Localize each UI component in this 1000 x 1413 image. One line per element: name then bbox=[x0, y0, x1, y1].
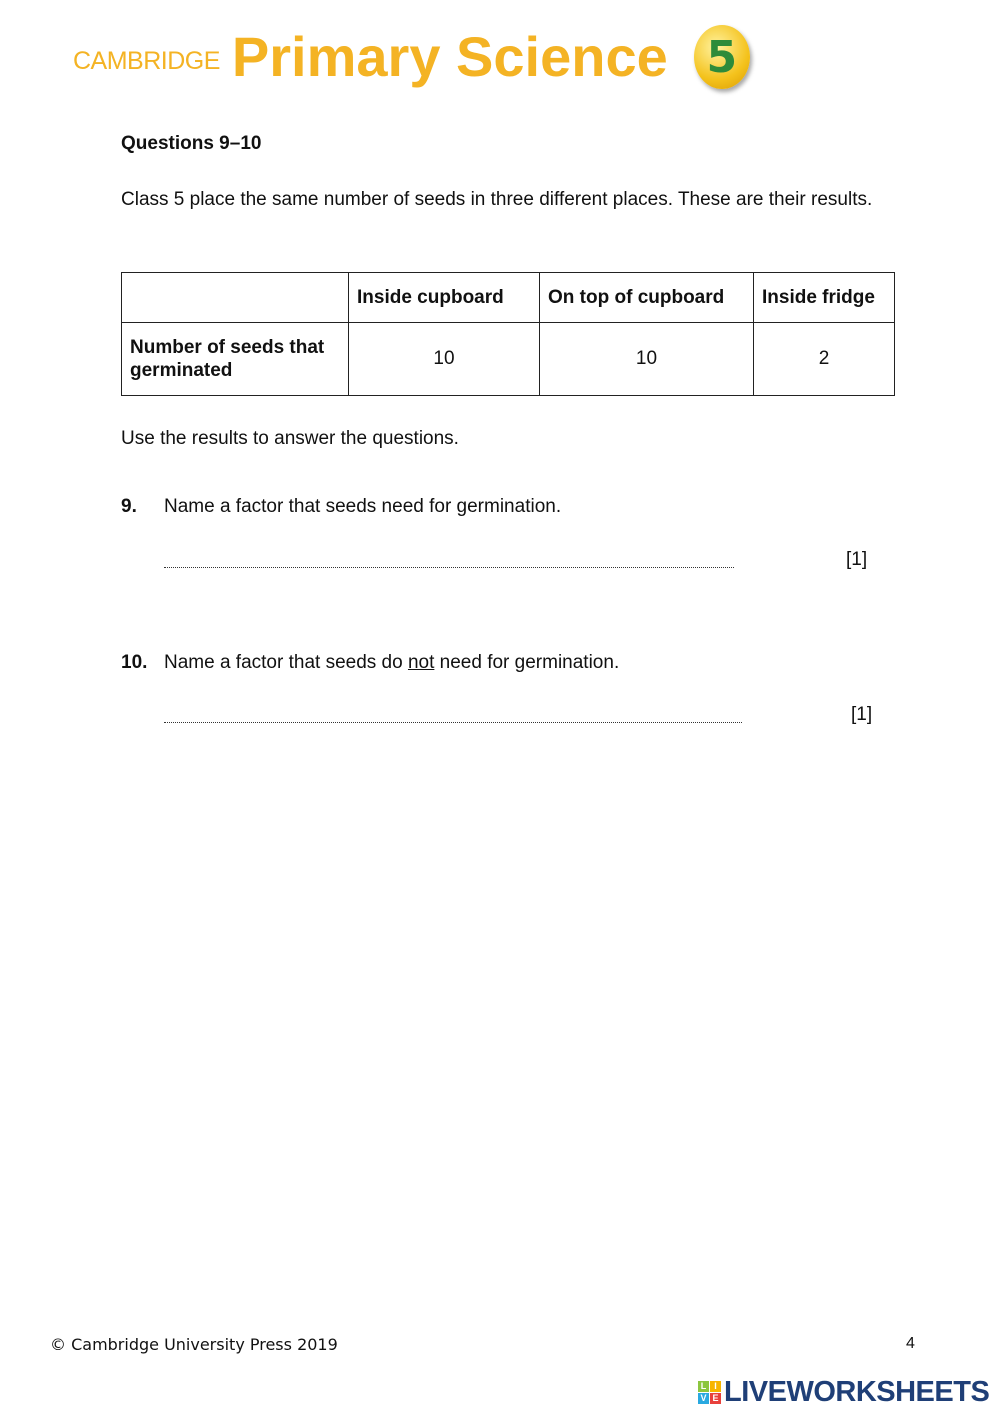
instruction-text: Use the results to answer the questions. bbox=[121, 428, 459, 449]
question-10-marks: [1] bbox=[851, 704, 873, 725]
table-cell: 10 bbox=[349, 323, 540, 396]
results-table bbox=[121, 272, 895, 396]
question-9-number: 9. bbox=[121, 496, 137, 517]
emphasis-not: not bbox=[407, 652, 435, 673]
level-badge: 5 bbox=[694, 25, 750, 89]
logo-letter: V bbox=[698, 1393, 709, 1404]
liveworksheets-text: LIVEWORKSHEETS bbox=[724, 1376, 990, 1408]
answer-9-input[interactable] bbox=[164, 567, 734, 568]
liveworksheets-logo bbox=[698, 1376, 989, 1409]
question-text-part: need for germination. bbox=[434, 652, 620, 673]
row-label: Number of seeds that germinated bbox=[122, 323, 349, 396]
table-cell: 10 bbox=[540, 323, 754, 396]
brand-cambridge: CAMBRIDGE bbox=[73, 46, 220, 75]
table-header-row bbox=[122, 273, 895, 323]
header-cell bbox=[122, 273, 349, 323]
brand-title: Primary Science bbox=[231, 25, 668, 88]
table-cell: 2 bbox=[754, 323, 895, 396]
answer-10-input[interactable] bbox=[164, 722, 742, 723]
page-number: 4 bbox=[906, 1335, 915, 1352]
copyright: © Cambridge University Press 2019 bbox=[50, 1335, 338, 1354]
brand-header bbox=[73, 22, 750, 92]
logo-letter: I bbox=[710, 1381, 721, 1392]
section-title: Questions 9–10 bbox=[121, 133, 262, 154]
logo-letter: L bbox=[698, 1381, 709, 1392]
liveworksheets-blocks-icon bbox=[698, 1381, 721, 1404]
question-10-text bbox=[164, 652, 619, 674]
question-9-marks: [1] bbox=[846, 549, 868, 570]
header-cell: Inside fridge bbox=[754, 273, 895, 323]
header-cell: Inside cupboard bbox=[349, 273, 540, 323]
header-cell: On top of cupboard bbox=[540, 273, 754, 323]
question-9-text: Name a factor that seeds need for germination. bbox=[164, 496, 562, 517]
table-row bbox=[122, 323, 895, 396]
question-10-number: 10. bbox=[121, 652, 148, 673]
intro-text: Class 5 place the same number of seeds in three different places. These are their results. bbox=[121, 189, 873, 210]
question-text-part: Name a factor that seeds do bbox=[164, 652, 408, 673]
logo-letter: E bbox=[710, 1393, 721, 1404]
